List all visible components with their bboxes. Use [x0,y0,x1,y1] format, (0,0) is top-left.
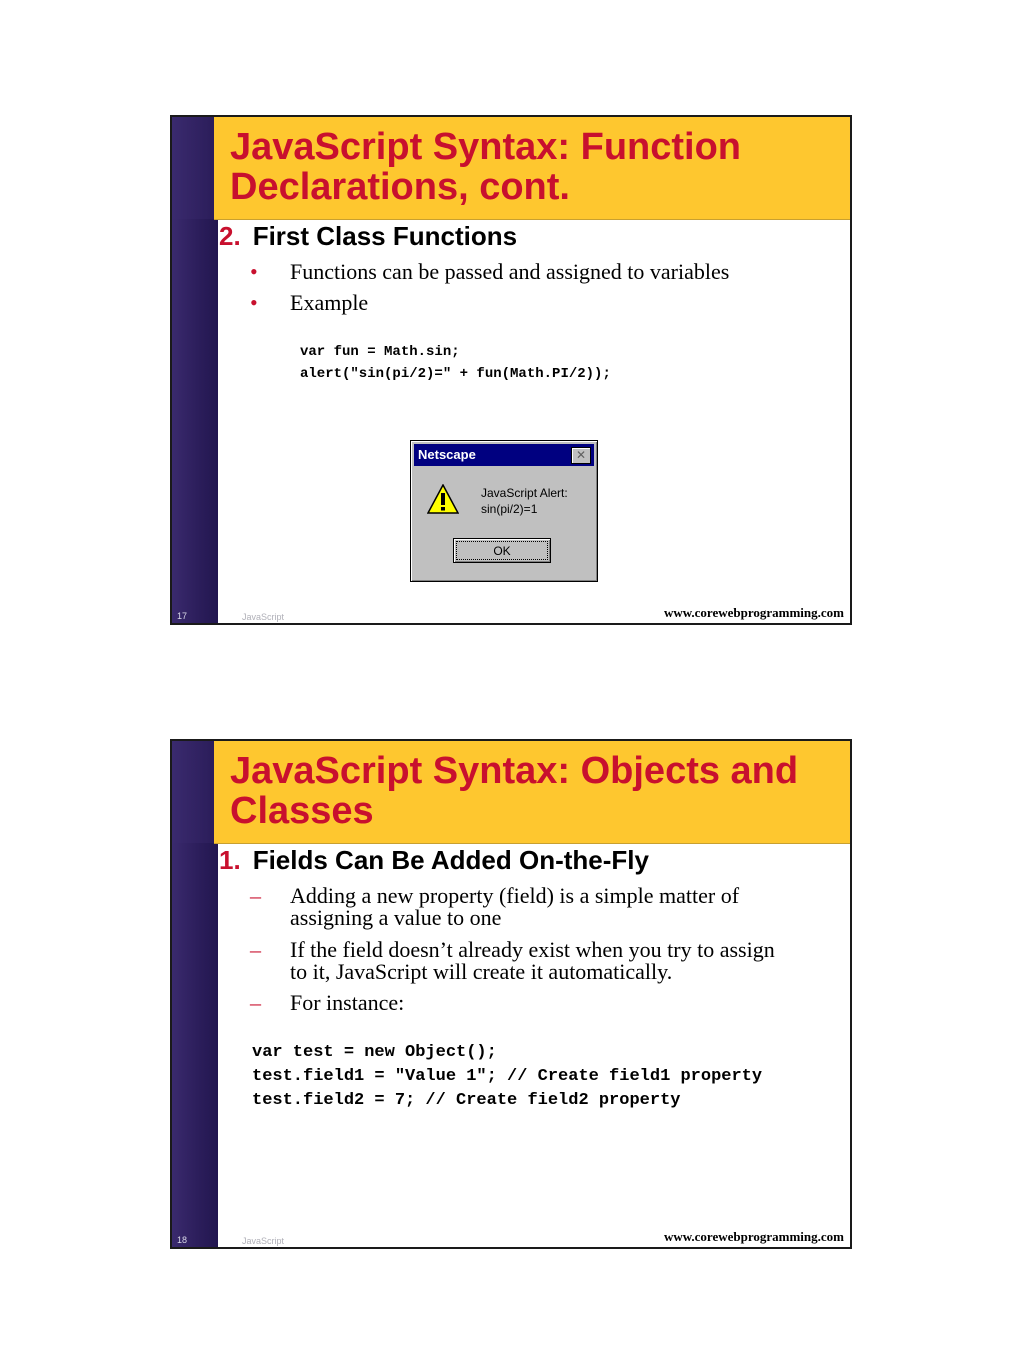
slide-18 [170,739,852,1249]
bullet-item [250,885,739,929]
bullet-text [290,939,775,983]
bullet-text-line: Adding a new property (field) is a simple matter of [290,883,740,908]
dialog-message [481,485,568,517]
code-line: var test = new Object(); [252,1043,497,1062]
bullet-dot: • [250,290,258,315]
bullet-text-line: If the field doesn’t already exist when you try to assign [290,937,775,962]
bullet-dash: – [250,990,261,1015]
heading-text: First Class Functions [252,221,518,251]
title-line: JavaScript Syntax: Objects and [230,750,799,792]
slide-title [230,751,840,831]
code-line: test.field1 = "Value 1"; // Create field1 property [252,1067,763,1086]
footer-url: www.corewebprogramming.com [663,1229,844,1244]
dialog-message-line: JavaScript Alert: [481,486,568,500]
title-line: Classes [230,790,374,832]
code-block [300,341,611,385]
bullet-text [290,885,739,929]
slide-number: 17 [177,611,188,621]
bullet-dash: – [250,937,261,962]
slide-17 [170,115,852,625]
bullet-dash: – [250,883,261,908]
warning-icon [427,484,459,514]
section-heading [219,845,649,876]
close-icon[interactable]: ✕ [571,447,591,464]
bullet-text: Functions can be passed and assigned to variables [290,259,730,284]
bullet-item [250,939,775,983]
code-line: var fun = Math.sin; [300,344,460,360]
bullet-text-line: to it, JavaScript will create it automatically. [290,959,673,984]
heading-number: 1. [219,845,241,875]
slide-number: 18 [177,1235,188,1245]
bullet-dot: • [250,259,258,284]
section-heading [219,221,517,252]
code-line: test.field2 = 7; // Create field2 property [252,1091,681,1110]
footer-url: www.corewebprogramming.com [663,605,844,620]
bullet-item [250,261,729,283]
bullet-text: For instance: [290,990,405,1015]
heading-text: Fields Can Be Added On-the-Fly [252,845,649,875]
footer-course: JavaScript [242,1236,285,1246]
dialog-titlebar [414,444,594,466]
code-line: alert("sin(pi/2)=" + fun(Math.PI/2)); [300,366,611,382]
footer-course: JavaScript [242,612,285,622]
title-line: JavaScript Syntax: Function [230,126,742,168]
bullet-text: Example [290,290,369,315]
slide-title [230,127,840,207]
dialog-message-line: sin(pi/2)=1 [481,502,538,516]
netscape-alert-dialog [410,440,598,582]
heading-number: 2. [219,221,241,251]
bullet-item [250,992,404,1014]
bullet-text-line: assigning a value to one [290,905,502,930]
title-line: Declarations, cont. [230,166,570,208]
code-block [252,1041,762,1113]
bullet-item [250,292,368,314]
dialog-title: Netscape [418,447,476,462]
ok-button[interactable]: OK [453,538,551,563]
